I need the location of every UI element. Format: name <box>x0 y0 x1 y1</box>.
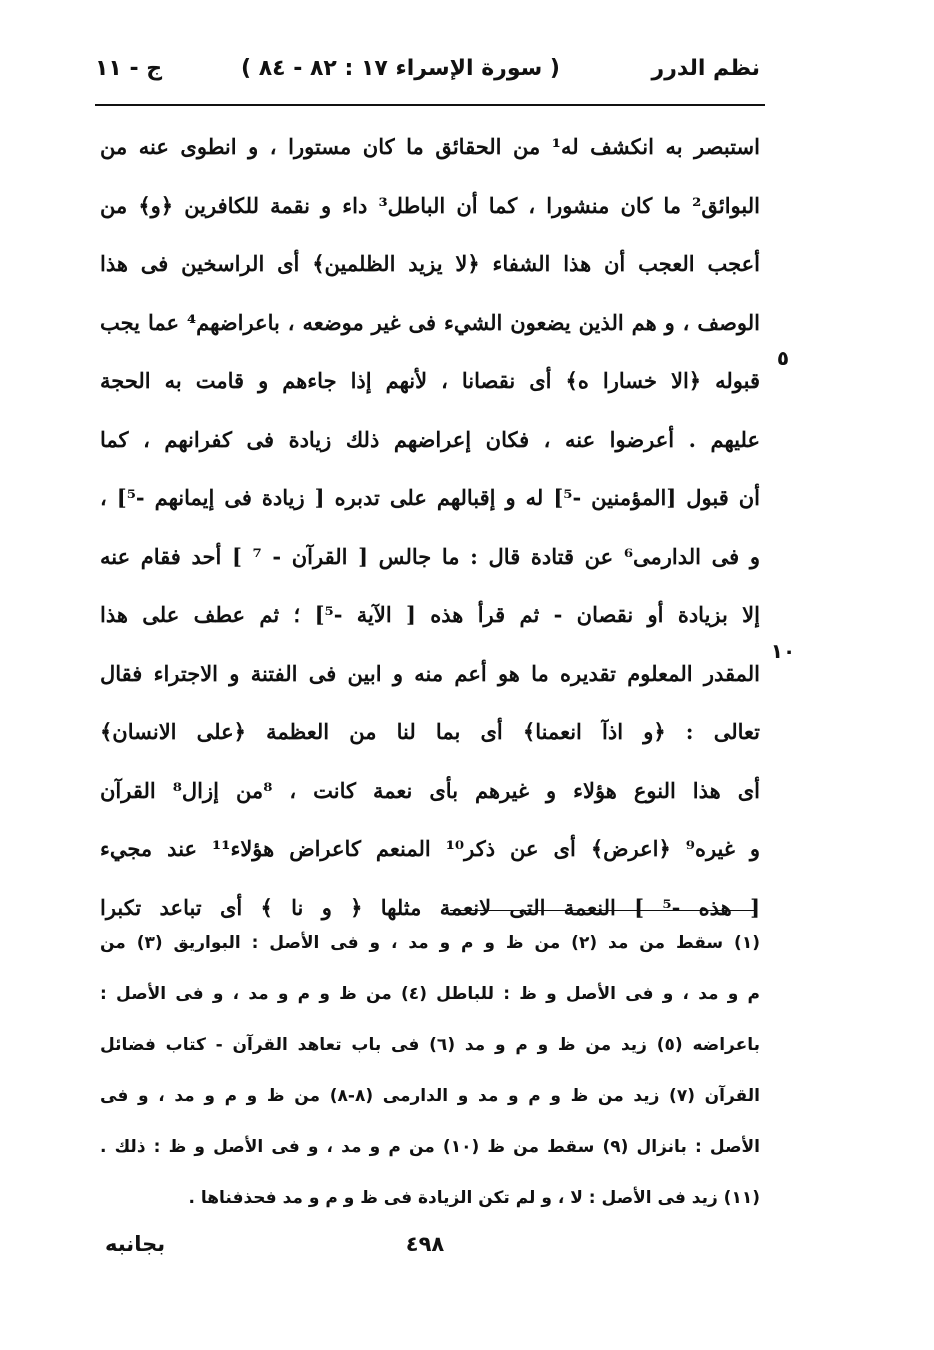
running-header <box>95 52 760 94</box>
footnote-separator <box>450 910 755 911</box>
body-line: و فى الدارمى⁶ عن قتادة قال : ما جالس [ القرآن - ⁷ ] أحد فقام عنه <box>100 543 760 569</box>
page-number: ٤٩٨ <box>405 1232 445 1256</box>
body-line: عليهم . أعرضوا عنه ، فكان إعراضهم ذلك زيادة فى كفرانهم ، كما <box>100 426 760 452</box>
body-line: الوصف ، و هم الذين يضعون الشيء فى غير موضعه ، باعراضهم⁴ عما يجب <box>100 309 760 335</box>
book-title: نظم الدرر <box>651 56 760 81</box>
footnote-line: م و مد ، و فى الأصل و ظ : للباطل (٤) من ظ و م و مد ، و فى الأصل : <box>100 984 760 1004</box>
body-line: المقدر المعلوم تقديره ما هو أعم منه و ابين فى الفتنة و الاجتراء فقال <box>100 660 760 686</box>
body-line: أى هذا النوع هؤلاء و غيرهم بأى نعمة كانت ، ⁸من إزال⁸ القرآن <box>100 777 760 803</box>
footnote-line: القرآن (٧) زيد من ظ و م و مد و الدارمى (٨-٨) من ظ و م و مد ، و فى <box>100 1086 760 1106</box>
body-line: و غيره⁹ ﴿اعرض﴾ أى عن ذكر¹⁰ المنعم كاعراض هؤلاء¹¹ عند مجيء <box>100 836 760 861</box>
catchword: بجانبه <box>105 1232 166 1256</box>
footnote-line: (١١) زيد فى الأصل : لا ، و لم تكن الزيادة فى ظ و م و مد فحذفناها . <box>188 1188 760 1208</box>
header-rule <box>95 104 765 106</box>
margin-line-number-5: ٥ <box>776 346 790 370</box>
body-line: استبصر به انكشف له¹ من الحقائق ما كان مستورا ، و انطوى عنه من <box>100 134 760 159</box>
body-line: البوائق² ما كان منشورا ، كما أن الباطل³ داء و نقمة للكافرين ﴿و﴾ من <box>100 192 760 218</box>
body-line: أن قبول [المؤمنين -⁵] له و إقبالهم على تدبره [ زيادة فى إيمانهم -⁵] ، <box>100 485 760 510</box>
margin-line-number-10: ١٠ <box>770 639 796 663</box>
body-line: تعالى : ﴿و اذآ انعمنا﴾ أى بما لنا من العظمة ﴿على الانسان﴾ <box>100 719 760 744</box>
surah-reference: ( سورة الإسراء ١٧ : ٨٢ - ٨٤ ) <box>240 56 560 81</box>
body-line: أعجب العجب أن هذا الشفاء ﴿لا يزيد الظلمين﴾ أى الراسخين فى هذا <box>100 251 760 276</box>
body-line: إلا بزيادة أو نقصان - ثم قرأ هذه [ الآية -⁵] ؛ ثم عطف على هذا <box>100 602 760 627</box>
footnotes-block <box>100 918 760 1224</box>
footnote-line: باعراضه (٥) زيد من ظ و م و مد (٦) فى باب تعاهد القرآن - كتاب فضائل <box>100 1035 760 1055</box>
body-line: قبوله ﴿الا خسارا ه﴾ أى نقصانا ، لأنهم إذا جاءهم و قامت به الحجة <box>100 368 760 393</box>
main-text-block <box>100 118 760 937</box>
footnote-line: الأصل : بانزال (٩) سقط من ظ (١٠) من م و مد ، و فى الأصل و ظ : ذلك . <box>100 1137 760 1157</box>
footnote-line: (١) سقط من مد (٢) من ظ و م و مد ، و فى الأصل : البواريق (٣) من <box>100 933 760 953</box>
volume-reference: ج - ١١ <box>95 56 163 81</box>
body-line: [ هذه -⁵ ] النعمة التى لانعمة مثلها ﴿ و نا ﴾ أى تباعد تكبرا <box>100 894 760 920</box>
